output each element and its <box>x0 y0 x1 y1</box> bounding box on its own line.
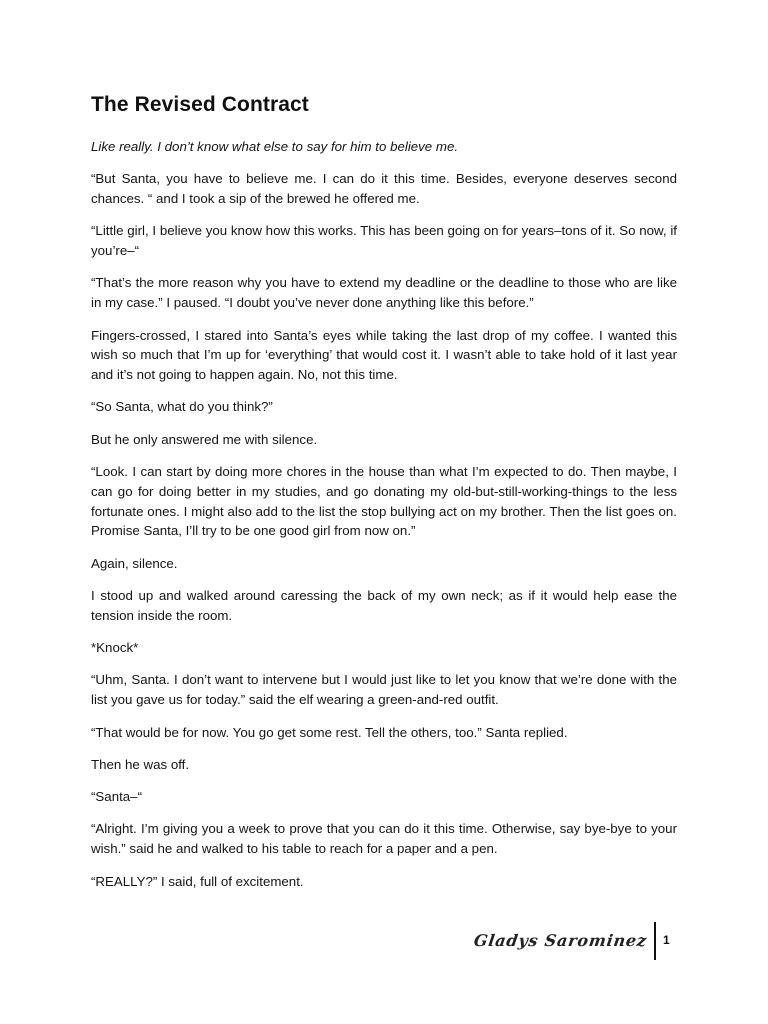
story-paragraph: *Knock* <box>91 640 139 656</box>
story-paragraph: “That would be for now. You go get some rest. Tell the others, too.” Santa replied. <box>91 724 568 740</box>
story-paragraph: But he only answered me with silence. <box>91 431 318 447</box>
story-paragraph: “So Santa, what do you think?” <box>91 399 273 415</box>
story-paragraph: “Look. I can start by doing more chores in the house than what I’m expected to do. Then maybe, I can go for doing better in my studies, and go donating my old-but-still-working-things to the less fortunate ones. I might also add to the list the stop bullying act on my brother. Then the list goes on. Promise Santa, I’ll try to be one good girl from now on.” <box>91 464 677 539</box>
story-paragraph: “REALLY?” I said, full of excitement. <box>91 873 304 889</box>
story-paragraph: “Santa–“ <box>91 789 142 805</box>
story-paragraph: “Uhm, Santa. I don’t want to intervene but I would just like to let you know that we’re done with the list you gave us for today.” said the elf wearing a green-and-red outfit. <box>91 672 677 708</box>
document-title: The Revised Contract <box>91 93 309 116</box>
story-paragraph: “Little girl, I believe you know how this works. This has been going on for years–tons of it. So now, if you’re–“ <box>91 223 677 259</box>
story-paragraph: I stood up and walked around caressing the back of my own neck; as if it would help ease the tension inside the room. <box>91 588 677 623</box>
story-paragraph: “But Santa, you have to believe me. I can do it this time. Besides, everyone deserves second chances. “ and I took a sip of the brewed he offered me. <box>91 171 677 207</box>
story-body <box>91 137 677 904</box>
page-footer <box>470 922 680 960</box>
story-paragraph: “Alright. I’m giving you a week to prove that you can do it this time. Otherwise, say bye-bye to your wish.” said he and walked to his table to reach for a paper and a pen. <box>91 821 677 857</box>
story-paragraph: Again, silence. <box>91 555 178 571</box>
story-paragraph: Fingers-crossed, I stared into Santa’s eyes while taking the last drop of my coffee. I wanted this wish so much that I’m up for ‘everything’ that would cost it. I wasn’t able to take hold of it last year and it’s not going to happen again. No, not this time. <box>91 327 677 383</box>
story-paragraph: “That’s the more reason why you have to extend my deadline or the deadline to those who are like in my case.” I paused. “I doubt you’ve never done anything like this before.” <box>91 275 677 311</box>
author-signature: Gladys Sarominez <box>472 931 649 950</box>
footer-divider <box>654 922 656 960</box>
story-paragraph: Then he was off. <box>91 756 190 772</box>
page-number: 1 <box>663 933 670 947</box>
story-paragraph: Like really. I don’t know what else to say for him to believe me. <box>91 139 459 154</box>
